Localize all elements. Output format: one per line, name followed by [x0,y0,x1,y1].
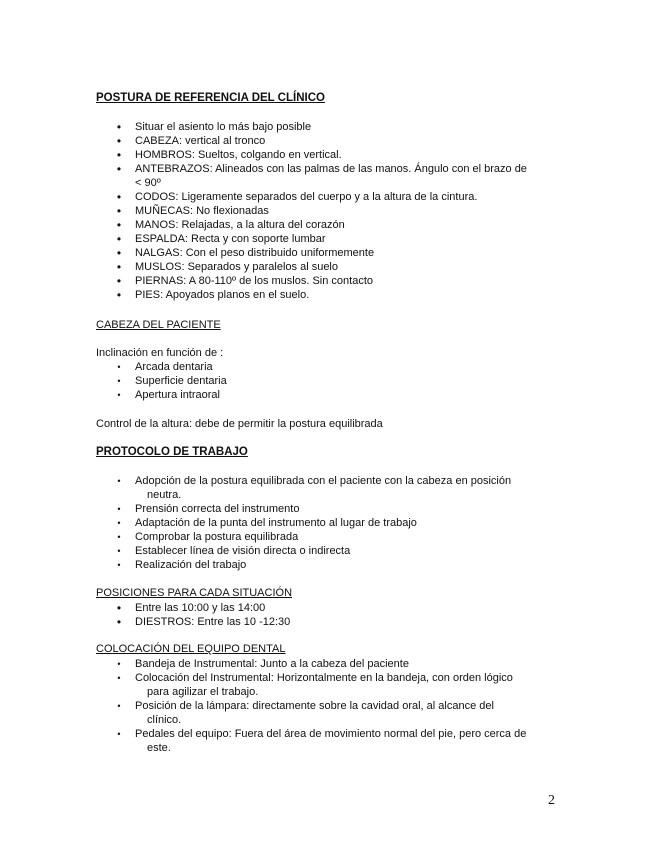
bullet-icon: • [116,615,122,629]
protocolo-list [0,474,655,572]
postura-list [0,120,655,302]
bullet-icon: • [117,546,121,556]
list-item: • Colocación del Instrumental: Horizontalmente en la bandeja, con orden lógico para agilizar el trabajo. [0,671,655,699]
list-item: • Arcada dentaria [0,360,655,374]
list-item: • PIERNAS: A 80-110º de los muslos. Sin contacto [0,274,655,288]
control-altura-text: Control de la altura: debe de permitir la postura equilibrada [96,418,383,430]
bullet-icon: • [116,134,122,148]
list-item: • Adaptación de la punta del instrumento al lugar de trabajo [0,516,655,530]
bullet-icon: • [116,246,122,260]
bullet-icon: • [116,120,122,134]
list-item: • Situar el asiento lo más bajo posible [0,120,655,134]
list-item: • Entre las 10:00 y las 14:00 [0,601,655,615]
bullet-icon: • [117,532,121,542]
section-title-cabeza-paciente: CABEZA DEL PACIENTE [96,319,221,331]
section-title-posiciones: POSICIONES PARA CADA SITUACIÓN [96,587,293,599]
bullet-icon: • [116,288,122,302]
list-item: • MUSLOS: Separados y paralelos al suelo [0,260,655,274]
bullet-icon: • [117,390,121,400]
section-title-postura: POSTURA DE REFERENCIA DEL CLÍNICO [96,92,325,104]
bullet-icon: • [117,729,121,739]
list-item-continuation: este. [147,742,171,754]
section-title-colocacion: COLOCACIÓN DEL EQUIPO DENTAL [96,643,286,655]
inclinacion-intro: Inclinación en función de : [96,347,224,359]
list-item: • Comprobar la postura equilibrada [0,530,655,544]
list-item: • Establecer línea de visión directa o indirecta [0,544,655,558]
bullet-icon: • [116,218,122,232]
posiciones-list [0,601,655,629]
bullet-icon: • [117,518,121,528]
bullet-icon: • [117,362,121,372]
list-item: • Realización del trabajo [0,558,655,572]
list-item: • DIESTROS: Entre las 10 -12:30 [0,615,655,629]
bullet-icon: • [117,504,121,514]
bullet-icon: • [116,274,122,288]
list-item-continuation: neutra. [147,489,182,501]
list-item: • PIES: Apoyados planos en el suelo. [0,288,655,302]
page-number: 2 [548,793,555,808]
bullet-icon: • [116,162,122,176]
bullet-icon: • [117,673,121,683]
list-item: • ESPALDA: Recta y con soporte lumbar [0,232,655,246]
list-item: • Superficie dentaria [0,374,655,388]
bullet-icon: • [117,560,121,570]
list-item: • ANTEBRAZOS: Alineados con las palmas de las manos. Ángulo con el brazo de < 90º [0,162,655,190]
bullet-icon: • [116,601,122,615]
list-item: • Adopción de la postura equilibrada con el paciente con la cabeza en posición neutra. [0,474,655,502]
list-item-continuation: clínico. [147,714,182,726]
bullet-icon: • [117,476,121,486]
bullet-icon: • [117,659,121,669]
section-title-protocolo: PROTOCOLO DE TRABAJO [96,446,248,458]
list-item-continuation: < 90º [135,177,161,189]
list-item: • NALGAS: Con el peso distribuido uniformemente [0,246,655,260]
inclinacion-list [0,360,655,402]
bullet-icon: • [117,376,121,386]
list-item: • CODOS: Ligeramente separados del cuerpo y a la altura de la cintura. [0,190,655,204]
list-item: • CABEZA: vertical al tronco [0,134,655,148]
list-item: • HOMBROS: Sueltos, colgando en vertical. [0,148,655,162]
bullet-icon: • [116,232,122,246]
list-item: • Prensión correcta del instrumento [0,502,655,516]
list-item: • Pedales del equipo: Fuera del área de movimiento normal del pie, pero cerca de este. [0,727,655,755]
bullet-icon: • [116,260,122,274]
list-item: • Bandeja de Instrumental: Junto a la cabeza del paciente [0,657,655,671]
list-item: • Posición de la lámpara: directamente sobre la cavidad oral, al alcance del clínico. [0,699,655,727]
list-item-continuation: para agilizar el trabajo. [147,686,259,698]
bullet-icon: • [116,204,122,218]
bullet-icon: • [117,701,121,711]
list-item: • MANOS: Relajadas, a la altura del corazón [0,218,655,232]
list-item: • MUÑECAS: No flexionadas [0,204,655,218]
list-item: • Apertura intraoral [0,388,655,402]
colocacion-list [0,657,655,755]
bullet-icon: • [116,148,122,162]
bullet-icon: • [116,190,122,204]
